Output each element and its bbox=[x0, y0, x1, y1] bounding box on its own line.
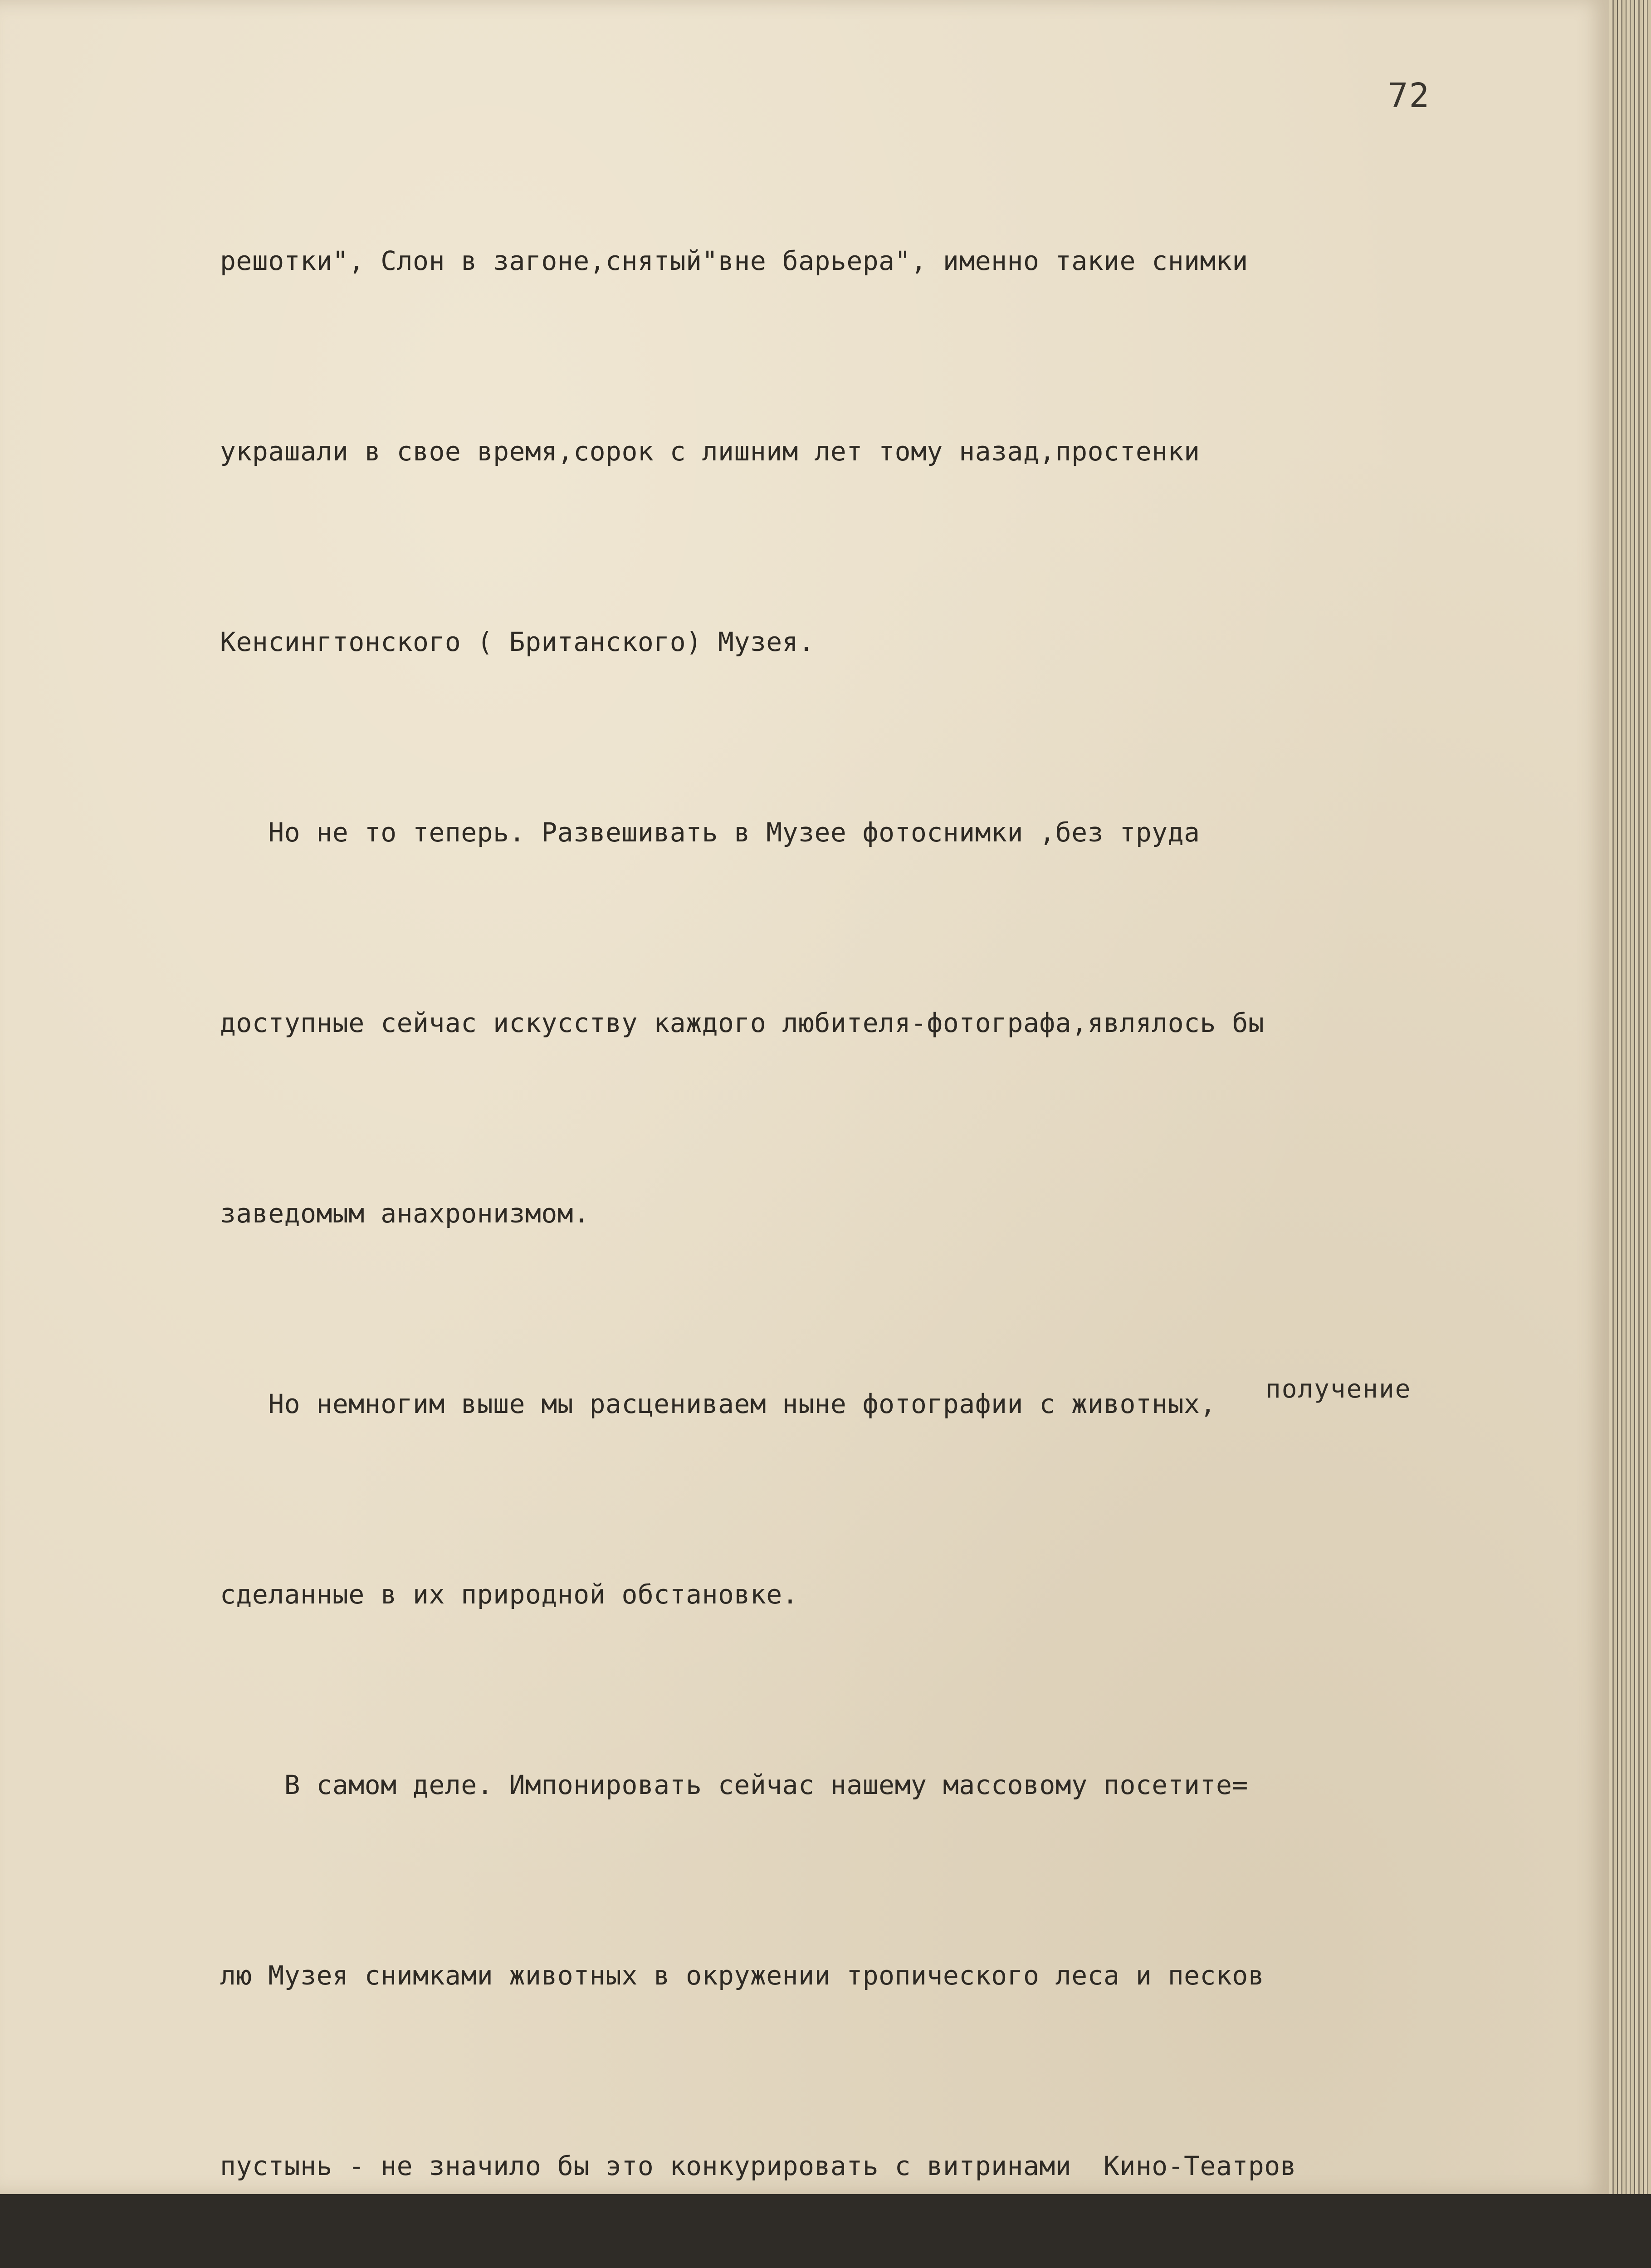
text-line: доступные сейчас искусству каждого любителя-фотографа,являлось бы bbox=[220, 1007, 1265, 1038]
text-line: лю Музея снимками животных в окружении тропического леса и песков bbox=[220, 1960, 1265, 1991]
text-line: пустынь - не значило бы это конкурировать с витринами Кино-Театров bbox=[220, 2151, 1297, 2181]
text-line: заведомым анахронизмом. bbox=[220, 1198, 590, 1229]
text-line: сделанные в их природной обстановке. bbox=[220, 1579, 799, 1610]
text-line: Но немногим выше мы расцениваем ныне фотографии с животных, bbox=[220, 1388, 1216, 1419]
text-line: решотки", Слон в загоне,снятый"вне барьера", именно такие снимки bbox=[220, 245, 1248, 276]
text-line: В самом деле. Импонировать сейчас нашему массовому посетите= bbox=[220, 1769, 1248, 1800]
handwritten-insert: получение bbox=[1265, 1374, 1412, 1404]
page-stack-edges bbox=[1609, 0, 1651, 2194]
page-number: 72 bbox=[1388, 76, 1431, 115]
body-text bbox=[220, 102, 1576, 2268]
text-line: украшали в свое время,сорок с лишним лет тому назад,простенки bbox=[220, 436, 1200, 467]
text-line: Кенсингтонского ( Британского) Музея. bbox=[220, 626, 815, 657]
text-line: Но не то теперь. Развешивать в Музее фотоснимки ,без труда bbox=[220, 817, 1200, 848]
